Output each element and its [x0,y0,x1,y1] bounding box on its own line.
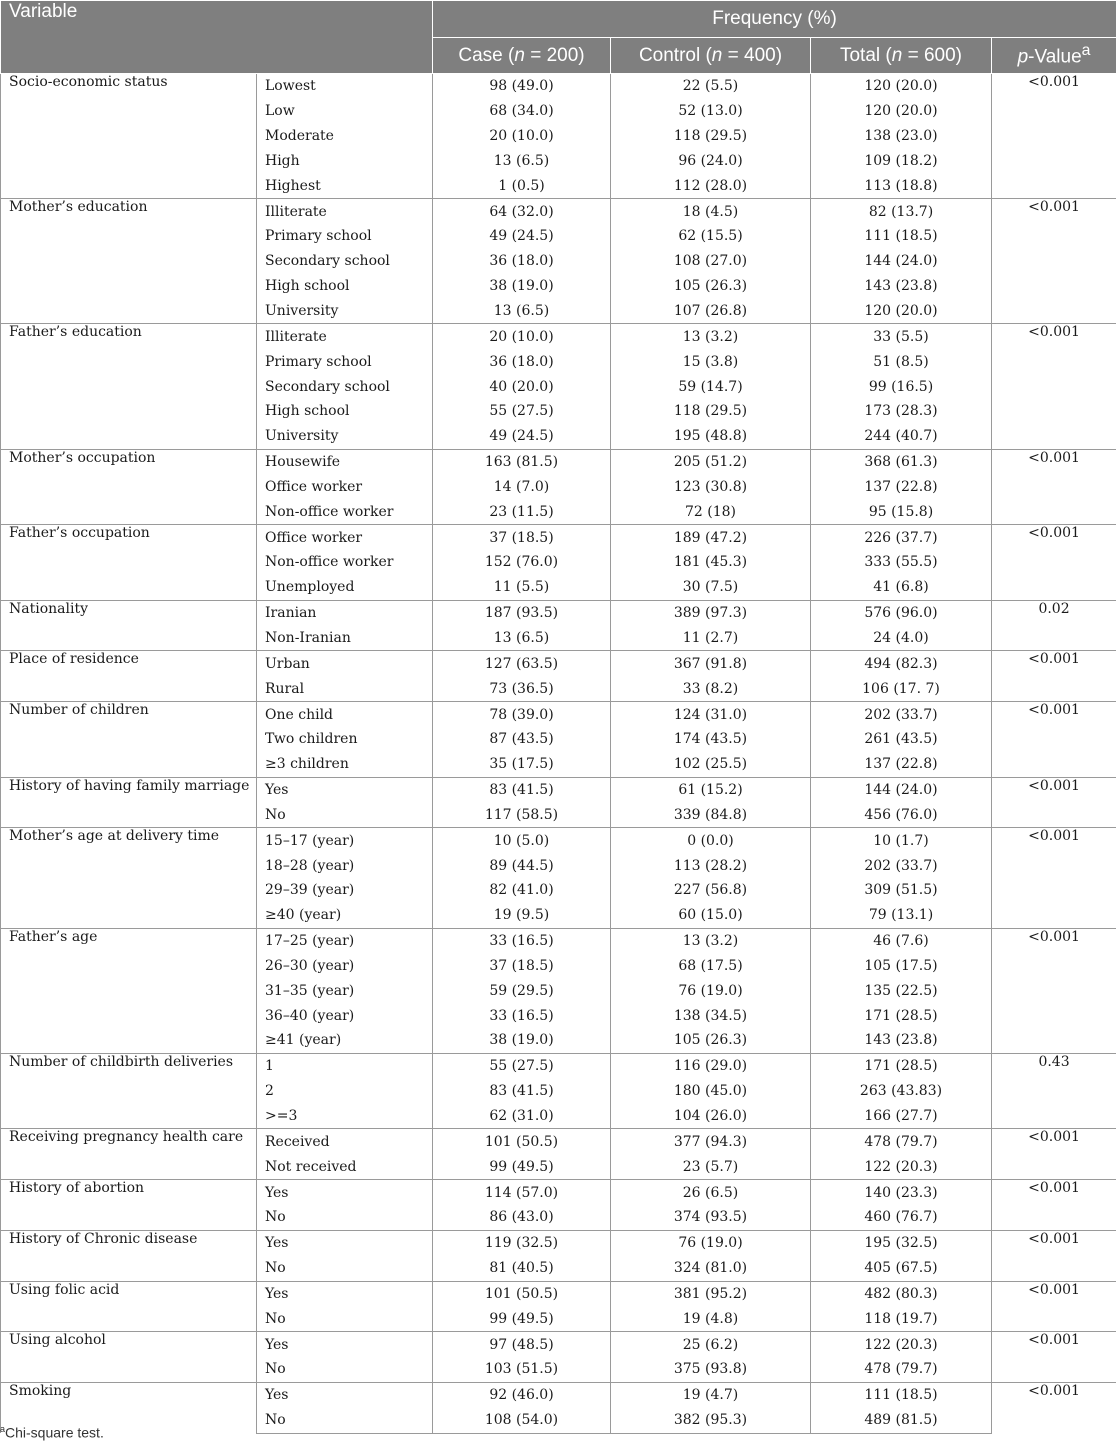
control-cell: 174 (43.5) [611,727,811,752]
total-cell: 10 (1.7) [811,828,992,853]
total-cell: 140 (23.3) [811,1180,992,1205]
table-row [1,777,1116,802]
p-value-cell: <0.001 [992,1129,1116,1180]
control-cell: 59 (14.7) [611,374,811,399]
variable-cell: History of having family marriage [1,777,257,828]
control-cell: 104 (26.0) [611,1104,811,1129]
case-cell: 98 (49.0) [433,74,611,99]
total-cell: 118 (19.7) [811,1306,992,1331]
variable-cell: Father’s age [1,928,257,1053]
p-value-cell: <0.001 [992,828,1116,928]
total-cell: 368 (61.3) [811,449,992,474]
total-cell: 122 (20.3) [811,1332,992,1357]
header-variable: Variable [1,1,433,74]
p-value-cell: <0.001 [992,1230,1116,1281]
control-cell: 23 (5.7) [611,1154,811,1179]
total-cell: 333 (55.5) [811,550,992,575]
total-cell: 261 (43.5) [811,727,992,752]
case-cell: 10 (5.0) [433,828,611,853]
case-cell: 101 (50.5) [433,1129,611,1154]
control-cell: 52 (13.0) [611,99,811,124]
p-value-cell: <0.001 [992,1281,1116,1332]
table-row [1,651,1116,676]
control-cell: 113 (28.2) [611,853,811,878]
category-cell: No [257,1205,433,1230]
case-cell: 108 (54.0) [433,1408,611,1433]
category-cell: >=3 [257,1104,433,1129]
control-cell: 19 (4.7) [611,1382,811,1407]
total-cell: 482 (80.3) [811,1281,992,1306]
category-cell: Received [257,1129,433,1154]
case-cell: 23 (11.5) [433,499,611,524]
total-cell: 405 (67.5) [811,1256,992,1281]
variable-cell: Father’s occupation [1,525,257,601]
control-cell: 96 (24.0) [611,149,811,174]
control-cell: 68 (17.5) [611,954,811,979]
p-value-cell: <0.001 [992,74,1116,199]
table-row [1,74,1116,99]
total-cell: 143 (23.8) [811,1028,992,1053]
total-cell: 51 (8.5) [811,349,992,374]
total-cell: 122 (20.3) [811,1154,992,1179]
control-cell: 107 (26.8) [611,299,811,324]
variable-cell: Father’s education [1,324,257,449]
case-cell: 78 (39.0) [433,702,611,727]
p-value-cell: <0.001 [992,199,1116,324]
control-cell: 19 (4.8) [611,1306,811,1331]
control-cell: 374 (93.5) [611,1205,811,1230]
case-cell: 81 (40.5) [433,1256,611,1281]
case-cell: 101 (50.5) [433,1281,611,1306]
total-cell: 171 (28.5) [811,1003,992,1028]
control-cell: 112 (28.0) [611,173,811,198]
table-row [1,1281,1116,1306]
category-cell: Non-Iranian [257,626,433,651]
case-cell: 103 (51.5) [433,1357,611,1382]
total-cell: 120 (20.0) [811,299,992,324]
total-cell: 79 (13.1) [811,903,992,928]
control-cell: 189 (47.2) [611,525,811,550]
control-cell: 72 (18) [611,499,811,524]
category-cell: Yes [257,1230,433,1255]
control-cell: 389 (97.3) [611,600,811,625]
total-cell: 138 (23.0) [811,124,992,149]
header-control: Control (n = 400) [611,38,811,74]
table-row [1,1180,1116,1205]
control-cell: 123 (30.8) [611,475,811,500]
control-cell: 25 (6.2) [611,1332,811,1357]
variable-cell: Place of residence [1,651,257,702]
total-cell: 478 (79.7) [811,1357,992,1382]
case-cell: 55 (27.5) [433,1053,611,1078]
category-cell: Highest [257,173,433,198]
case-cell: 40 (20.0) [433,374,611,399]
header-case: Case (n = 200) [433,38,611,74]
category-cell: Yes [257,1332,433,1357]
total-cell: 456 (76.0) [811,802,992,827]
control-cell: 375 (93.8) [611,1357,811,1382]
category-cell: No [257,1357,433,1382]
p-value-cell: <0.001 [992,1382,1116,1433]
control-cell: 30 (7.5) [611,575,811,600]
variable-cell: History of Chronic disease [1,1230,257,1281]
case-cell: 11 (5.5) [433,575,611,600]
category-cell: Office worker [257,475,433,500]
total-cell: 137 (22.8) [811,752,992,777]
case-cell: 68 (34.0) [433,99,611,124]
control-cell: 118 (29.5) [611,124,811,149]
category-cell: Not received [257,1154,433,1179]
variable-cell: Smoking [1,1382,257,1433]
total-cell: 109 (18.2) [811,149,992,174]
case-cell: 59 (29.5) [433,978,611,1003]
category-cell: Office worker [257,525,433,550]
category-cell: Illiterate [257,324,433,349]
p-value-cell: <0.001 [992,928,1116,1053]
p-value-cell: 0.43 [992,1053,1116,1129]
case-cell: 49 (24.5) [433,224,611,249]
category-cell: Primary school [257,224,433,249]
case-cell: 73 (36.5) [433,676,611,701]
case-cell: 86 (43.0) [433,1205,611,1230]
category-cell: Lowest [257,74,433,99]
control-cell: 76 (19.0) [611,978,811,1003]
category-cell: Low [257,99,433,124]
total-cell: 173 (28.3) [811,399,992,424]
control-cell: 11 (2.7) [611,626,811,651]
control-cell: 138 (34.5) [611,1003,811,1028]
total-cell: 99 (16.5) [811,374,992,399]
total-cell: 46 (7.6) [811,928,992,953]
category-cell: No [257,1306,433,1331]
header-p-value: p-Value$^a$ [992,38,1116,74]
footnote-marker: a [0,1424,6,1434]
variable-cell: Receiving pregnancy health care [1,1129,257,1180]
table-row [1,449,1116,474]
case-cell: 119 (32.5) [433,1230,611,1255]
category-cell: Iranian [257,600,433,625]
case-cell: 82 (41.0) [433,878,611,903]
variable-cell: Using alcohol [1,1332,257,1383]
total-cell: 106 (17. 7) [811,676,992,701]
footnote [0,1424,104,1441]
control-cell: 22 (5.5) [611,74,811,99]
control-cell: 13 (3.2) [611,928,811,953]
total-cell: 202 (33.7) [811,702,992,727]
table-row [1,828,1116,853]
category-cell: ≥3 children [257,752,433,777]
total-cell: 33 (5.5) [811,324,992,349]
control-cell: 61 (15.2) [611,777,811,802]
case-cell: 99 (49.5) [433,1154,611,1179]
category-cell: Secondary school [257,249,433,274]
total-cell: 478 (79.7) [811,1129,992,1154]
total-cell: 309 (51.5) [811,878,992,903]
total-cell: 135 (22.5) [811,978,992,1003]
total-cell: 143 (23.8) [811,274,992,299]
case-cell: 20 (10.0) [433,124,611,149]
category-cell: 26–30 (year) [257,954,433,979]
footnote-text: Chi-square test. [5,1424,104,1441]
table-row [1,702,1116,727]
case-cell: 87 (43.5) [433,727,611,752]
control-cell: 180 (45.0) [611,1079,811,1104]
total-cell: 111 (18.5) [811,1382,992,1407]
case-cell: 64 (32.0) [433,199,611,224]
p-value-cell: 0.02 [992,600,1116,651]
p-value-cell: <0.001 [992,702,1116,778]
category-cell: Moderate [257,124,433,149]
case-cell: 55 (27.5) [433,399,611,424]
total-cell: 95 (15.8) [811,499,992,524]
case-cell: 99 (49.5) [433,1306,611,1331]
case-cell: 19 (9.5) [433,903,611,928]
total-cell: 460 (76.7) [811,1205,992,1230]
category-cell: Illiterate [257,199,433,224]
control-cell: 227 (56.8) [611,878,811,903]
category-cell: University [257,424,433,449]
control-cell: 15 (3.8) [611,349,811,374]
total-cell: 195 (32.5) [811,1230,992,1255]
total-cell: 137 (22.8) [811,475,992,500]
control-cell: 18 (4.5) [611,199,811,224]
control-cell: 377 (94.3) [611,1129,811,1154]
category-cell: Non-office worker [257,499,433,524]
control-cell: 381 (95.2) [611,1281,811,1306]
case-cell: 92 (46.0) [433,1382,611,1407]
total-cell: 489 (81.5) [811,1408,992,1433]
category-cell: Urban [257,651,433,676]
total-cell: 166 (27.7) [811,1104,992,1129]
table-body [1,74,1116,1434]
category-cell: 1 [257,1053,433,1078]
total-cell: 111 (18.5) [811,224,992,249]
control-cell: 382 (95.3) [611,1408,811,1433]
case-cell: 14 (7.0) [433,475,611,500]
table-row [1,1230,1116,1255]
category-cell: No [257,1256,433,1281]
category-cell: No [257,802,433,827]
variable-cell: History of abortion [1,1180,257,1231]
category-cell: Yes [257,1382,433,1407]
case-cell: 20 (10.0) [433,324,611,349]
category-cell: 18–28 (year) [257,853,433,878]
control-cell: 116 (29.0) [611,1053,811,1078]
category-cell: Housewife [257,449,433,474]
header-total: Total (n = 600) [811,38,992,74]
control-cell: 60 (15.0) [611,903,811,928]
category-cell: 36–40 (year) [257,1003,433,1028]
table-row [1,1129,1116,1154]
category-cell: Yes [257,1281,433,1306]
total-cell: 120 (20.0) [811,74,992,99]
category-cell: University [257,299,433,324]
total-cell: 41 (6.8) [811,575,992,600]
control-cell: 26 (6.5) [611,1180,811,1205]
category-cell: Yes [257,1180,433,1205]
case-cell: 62 (31.0) [433,1104,611,1129]
variable-cell: Number of childbirth deliveries [1,1053,257,1129]
category-cell: Secondary school [257,374,433,399]
variable-cell: Mother’s occupation [1,449,257,525]
total-cell: 576 (96.0) [811,600,992,625]
total-cell: 144 (24.0) [811,777,992,802]
case-cell: 127 (63.5) [433,651,611,676]
control-cell: 33 (8.2) [611,676,811,701]
total-cell: 263 (43.83) [811,1079,992,1104]
case-cell: 38 (19.0) [433,1028,611,1053]
total-cell: 105 (17.5) [811,954,992,979]
p-value-cell: <0.001 [992,1180,1116,1231]
case-cell: 33 (16.5) [433,1003,611,1028]
total-cell: 494 (82.3) [811,651,992,676]
category-cell: Unemployed [257,575,433,600]
variable-cell: Using folic acid [1,1281,257,1332]
category-cell: High school [257,399,433,424]
category-cell: 15–17 (year) [257,828,433,853]
variable-cell: Socio-economic status [1,74,257,199]
control-cell: 108 (27.0) [611,249,811,274]
control-cell: 105 (26.3) [611,274,811,299]
variable-cell: Mother’s education [1,199,257,324]
case-cell: 13 (6.5) [433,299,611,324]
total-cell: 226 (37.7) [811,525,992,550]
table-row [1,928,1116,953]
case-cell: 187 (93.5) [433,600,611,625]
p-value-cell: <0.001 [992,324,1116,449]
case-cell: 117 (58.5) [433,802,611,827]
case-cell: 36 (18.0) [433,249,611,274]
control-cell: 195 (48.8) [611,424,811,449]
case-cell: 83 (41.5) [433,777,611,802]
control-cell: 0 (0.0) [611,828,811,853]
control-cell: 13 (3.2) [611,324,811,349]
total-cell: 113 (18.8) [811,173,992,198]
category-cell: Non-office worker [257,550,433,575]
variable-cell: Number of children [1,702,257,778]
table-row [1,199,1116,224]
category-cell: ≥41 (year) [257,1028,433,1053]
case-cell: 35 (17.5) [433,752,611,777]
case-cell: 163 (81.5) [433,449,611,474]
table-header [1,1,1116,74]
control-cell: 324 (81.0) [611,1256,811,1281]
case-cell: 152 (76.0) [433,550,611,575]
case-cell: 13 (6.5) [433,149,611,174]
case-cell: 97 (48.5) [433,1332,611,1357]
category-cell: No [257,1408,433,1433]
case-cell: 49 (24.5) [433,424,611,449]
table-row [1,1382,1116,1407]
category-cell: Two children [257,727,433,752]
total-cell: 244 (40.7) [811,424,992,449]
control-cell: 181 (45.3) [611,550,811,575]
p-value-cell: <0.001 [992,651,1116,702]
p-value-cell: <0.001 [992,1332,1116,1383]
total-cell: 202 (33.7) [811,853,992,878]
case-cell: 114 (57.0) [433,1180,611,1205]
category-cell: 2 [257,1079,433,1104]
category-cell: 29–39 (year) [257,878,433,903]
table-row [1,324,1116,349]
case-cell: 36 (18.0) [433,349,611,374]
total-cell: 120 (20.0) [811,99,992,124]
control-cell: 105 (26.3) [611,1028,811,1053]
table-row [1,525,1116,550]
control-cell: 118 (29.5) [611,399,811,424]
header-frequency: Frequency (%) [433,1,1116,38]
variable-cell: Nationality [1,600,257,651]
total-cell: 24 (4.0) [811,626,992,651]
category-cell: Yes [257,777,433,802]
category-cell: ≥40 (year) [257,903,433,928]
control-cell: 62 (15.5) [611,224,811,249]
control-cell: 339 (84.8) [611,802,811,827]
total-cell: 82 (13.7) [811,199,992,224]
case-cell: 37 (18.5) [433,954,611,979]
category-cell: 17–25 (year) [257,928,433,953]
case-cell: 1 (0.5) [433,173,611,198]
control-cell: 205 (51.2) [611,449,811,474]
total-cell: 171 (28.5) [811,1053,992,1078]
p-value-cell: <0.001 [992,525,1116,601]
category-cell: Rural [257,676,433,701]
control-cell: 367 (91.8) [611,651,811,676]
table-row [1,600,1116,625]
variable-cell: Mother’s age at delivery time [1,828,257,928]
control-cell: 76 (19.0) [611,1230,811,1255]
category-cell: High [257,149,433,174]
case-cell: 37 (18.5) [433,525,611,550]
case-cell: 33 (16.5) [433,928,611,953]
category-cell: 31–35 (year) [257,978,433,1003]
control-cell: 124 (31.0) [611,702,811,727]
table-row [1,1053,1116,1078]
category-cell: High school [257,274,433,299]
category-cell: Primary school [257,349,433,374]
control-cell: 102 (25.5) [611,752,811,777]
case-cell: 38 (19.0) [433,274,611,299]
total-cell: 144 (24.0) [811,249,992,274]
p-value-cell: <0.001 [992,777,1116,828]
p-value-cell: <0.001 [992,449,1116,525]
table-row [1,1332,1116,1357]
case-cell: 89 (44.5) [433,853,611,878]
case-cell: 83 (41.5) [433,1079,611,1104]
case-cell: 13 (6.5) [433,626,611,651]
category-cell: One child [257,702,433,727]
